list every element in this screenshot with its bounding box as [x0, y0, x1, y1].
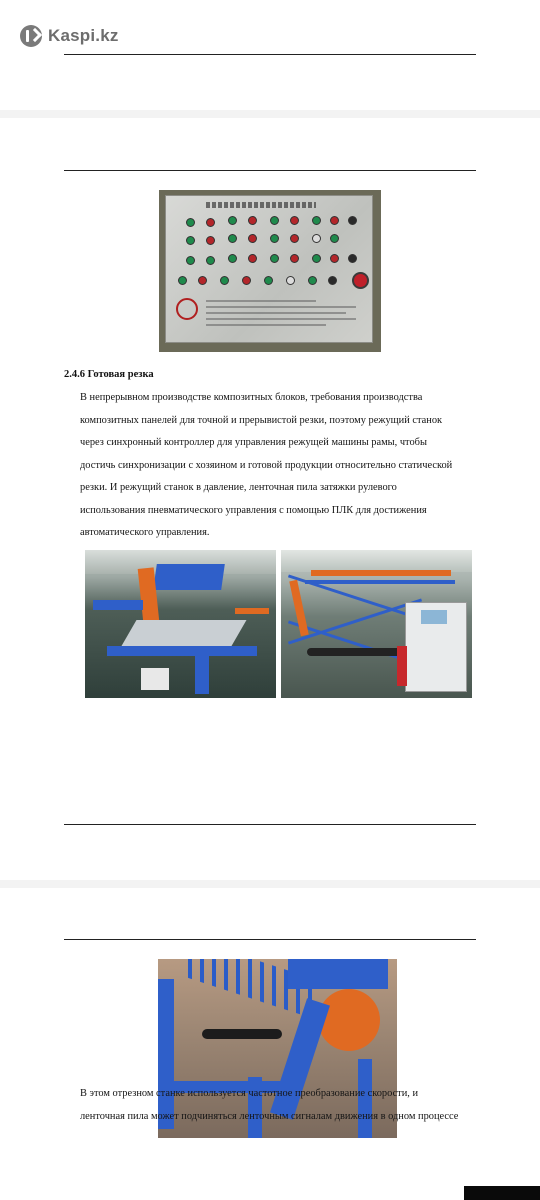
kaspi-logo-icon	[20, 25, 42, 47]
kaspi-logo[interactable]	[20, 25, 119, 47]
panel-sheet	[121, 620, 246, 646]
panel-button	[198, 276, 207, 285]
page-header-fragment	[0, 0, 540, 110]
section-heading: 2.4.6 Готовая резка	[64, 369, 154, 380]
emergency-stop-button	[352, 272, 369, 289]
panel-button	[228, 216, 237, 225]
conveyor-rail	[305, 580, 455, 584]
roller-frame	[93, 600, 143, 610]
cable-chain	[202, 1029, 282, 1039]
panel-button	[206, 236, 215, 245]
panel-button	[286, 276, 295, 285]
page-footer-rule	[64, 824, 476, 825]
page-header-rule	[64, 939, 476, 940]
panel-fine-print	[206, 318, 356, 320]
section-paragraph	[80, 1083, 476, 1128]
panel-button	[290, 254, 299, 263]
machine-leg	[195, 654, 209, 694]
paragraph-line: композитных панелей для точной и прерывистой резки, поэтому режущий станок	[80, 414, 443, 426]
panel-button	[312, 234, 321, 243]
machine-label	[141, 668, 169, 690]
paragraph-line: ленточная пила может подчиняться ленточным сигналам движения в одном процессе	[80, 1110, 459, 1122]
panel-button	[308, 276, 317, 285]
panel-button	[242, 276, 251, 285]
band-saw-photo	[281, 550, 472, 698]
panel-button	[290, 216, 299, 225]
panel-button	[228, 254, 237, 263]
control-panel-plate	[165, 195, 373, 343]
paragraph-line: В этом отрезном станке используется частотное преобразование скорости, и	[80, 1088, 419, 1099]
document-page	[0, 888, 540, 1200]
panel-switch	[348, 216, 357, 225]
panel-button	[248, 216, 257, 225]
panel-fine-print	[206, 312, 346, 314]
paragraph-line: через синхронный контроллер для управления режущей машины рамы, чтобы	[80, 437, 427, 448]
scissor-frame	[288, 598, 422, 644]
control-panel-photo	[159, 190, 381, 352]
machine-arm	[289, 580, 308, 636]
panel-button	[248, 234, 257, 243]
paragraph-line: достичь синхронизации с хозяином и готовой продукции относительно статической	[80, 459, 453, 471]
brand-name: Kaspi.kz	[48, 26, 119, 45]
panel-button	[270, 254, 279, 263]
page-header-rule	[64, 170, 476, 171]
panel-fine-print	[206, 306, 356, 308]
panel-button	[290, 234, 299, 243]
section-paragraph	[80, 387, 476, 545]
pneumatic-hoses	[397, 646, 407, 686]
panel-button	[312, 254, 321, 263]
panel-button	[312, 216, 321, 225]
conveyor-rail	[311, 570, 451, 576]
saw-housing	[288, 959, 388, 989]
panel-button	[228, 234, 237, 243]
panel-switch	[328, 276, 337, 285]
panel-button	[186, 236, 195, 245]
panel-button	[270, 216, 279, 225]
paragraph-line: автоматического управления.	[80, 527, 210, 538]
cutting-machine-photo	[85, 550, 276, 698]
panel-button	[248, 254, 257, 263]
panel-button	[186, 256, 195, 265]
roller-frame	[107, 646, 257, 656]
factory-ceiling	[281, 550, 472, 572]
overlay-block	[464, 1186, 540, 1200]
panel-button	[264, 276, 273, 285]
panel-button	[330, 254, 339, 263]
panel-fine-print	[206, 324, 326, 326]
panel-button	[270, 234, 279, 243]
panel-fine-print	[206, 300, 316, 302]
panel-button	[206, 218, 215, 227]
cabinet-screen	[421, 610, 447, 624]
paragraph-line: использования пневматического управления с помощью ПЛК для достижения	[80, 504, 427, 516]
panel-switch	[348, 254, 357, 263]
panel-title-text	[206, 202, 316, 208]
panel-button	[206, 256, 215, 265]
panel-button	[186, 218, 195, 227]
manufacturer-seal	[176, 298, 198, 320]
panel-button	[178, 276, 187, 285]
paragraph-line: резки. И режущий станок в давление, ленточная пила затяжки рулевого	[80, 482, 397, 493]
page-footer-rule	[64, 54, 476, 55]
guide-rail	[235, 608, 269, 614]
band-saw-wheel	[318, 989, 380, 1051]
paragraph-line: В непрерывном производстве композитных блоков, требования производства	[80, 392, 423, 403]
panel-button	[220, 276, 229, 285]
cable-chain	[307, 648, 407, 656]
document-page	[0, 118, 540, 880]
machine-hood	[153, 564, 225, 590]
panel-button	[330, 234, 339, 243]
panel-button	[330, 216, 339, 225]
